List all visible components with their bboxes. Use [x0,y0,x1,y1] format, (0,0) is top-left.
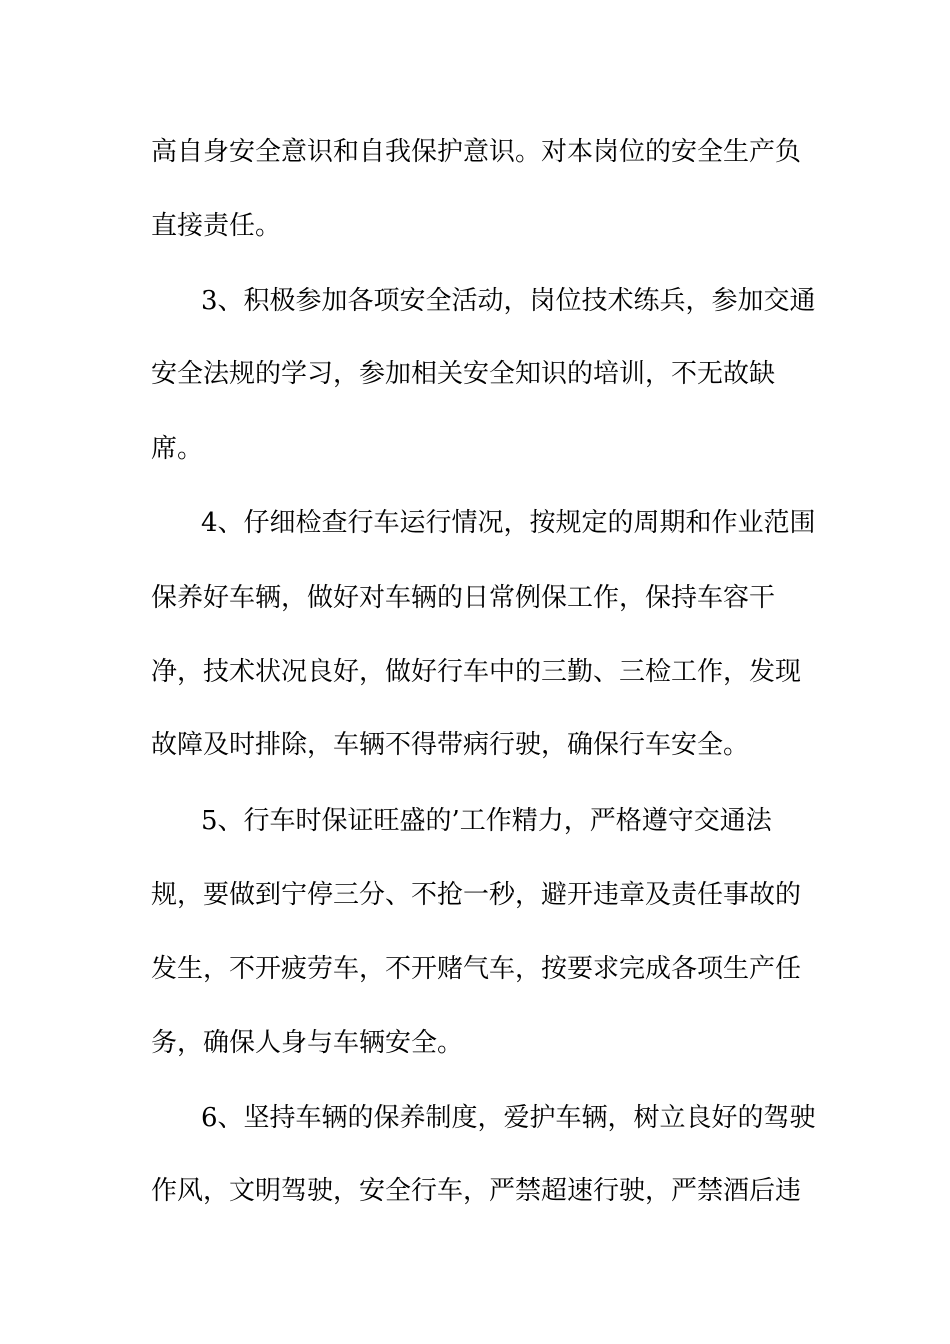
text-line: 高自身安全意识和自我保护意识。对本岗位的安全生产负 [151,137,802,167]
text-line: 净，技术状况良好，做好行车中的三勤、三检工作，发现 [151,657,802,687]
text-line: 直接责任。 [151,211,282,241]
paragraph-5-start: 5、行车时保证旺盛的’工作精力，严格遵守交通法 [201,806,772,836]
text-line: 作风，文明驾驶，安全行车，严禁超速行驶，严禁酒后违 [151,1176,802,1206]
text-line: 发生，不开疲劳车，不开赌气车，按要求完成各项生产任 [151,954,802,984]
text-line: 保养好车辆，做好对车辆的日常例保工作，保持车容干 [151,583,776,613]
text-line: 安全法规的学习，参加相关安全知识的培训，不无故缺 [151,359,776,389]
text-line: 故障及时排除，车辆不得带病行驶，确保行车安全。 [151,730,750,760]
text-line: 规，要做到宁停三分、不抢一秒，避开违章及责任事故的 [151,880,802,910]
paragraph-3-start: 3、积极参加各项安全活动，岗位技术练兵，参加交通 [201,286,816,316]
paragraph-6-start: 6、坚持车辆的保养制度，爱护车辆，树立良好的驾驶 [201,1103,816,1133]
paragraph-4-start: 4、仔细检查行车运行情况，按规定的周期和作业范围 [201,508,816,538]
text-line: 席。 [151,434,204,464]
text-line: 务，确保人身与车辆安全。 [151,1028,464,1058]
